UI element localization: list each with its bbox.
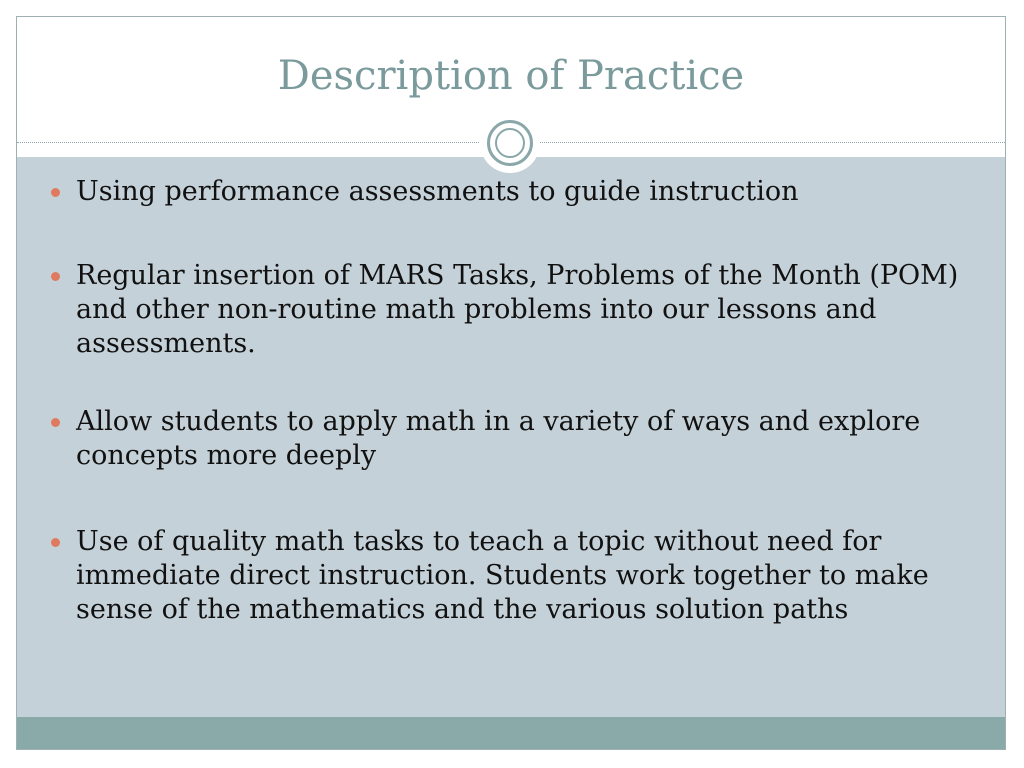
bullet-text: Regular insertion of MARS Tasks, Problems of the Month (POM) and other non-routine math problems into our lessons and assessments.	[76, 260, 959, 359]
slide	[16, 16, 1006, 750]
dot-bullet-icon	[51, 188, 60, 197]
dot-bullet-icon	[51, 538, 60, 547]
inner-circle	[495, 128, 525, 158]
double-circle-icon	[487, 120, 533, 166]
bullet-text: Use of quality math tasks to teach a topic without need for immediate direct instruction. Students work together to make sense of the mathematics and the various solution paths	[76, 526, 929, 625]
slide-title: Description of Practice	[277, 53, 745, 99]
dot-bullet-icon	[51, 418, 60, 427]
footer-band	[17, 717, 1005, 750]
bullet-text: Allow students to apply math in a variety of ways and explore concepts more deeply	[76, 406, 921, 471]
dot-bullet-icon	[51, 272, 60, 281]
bullet-text: Using performance assessments to guide instruction	[76, 176, 799, 207]
